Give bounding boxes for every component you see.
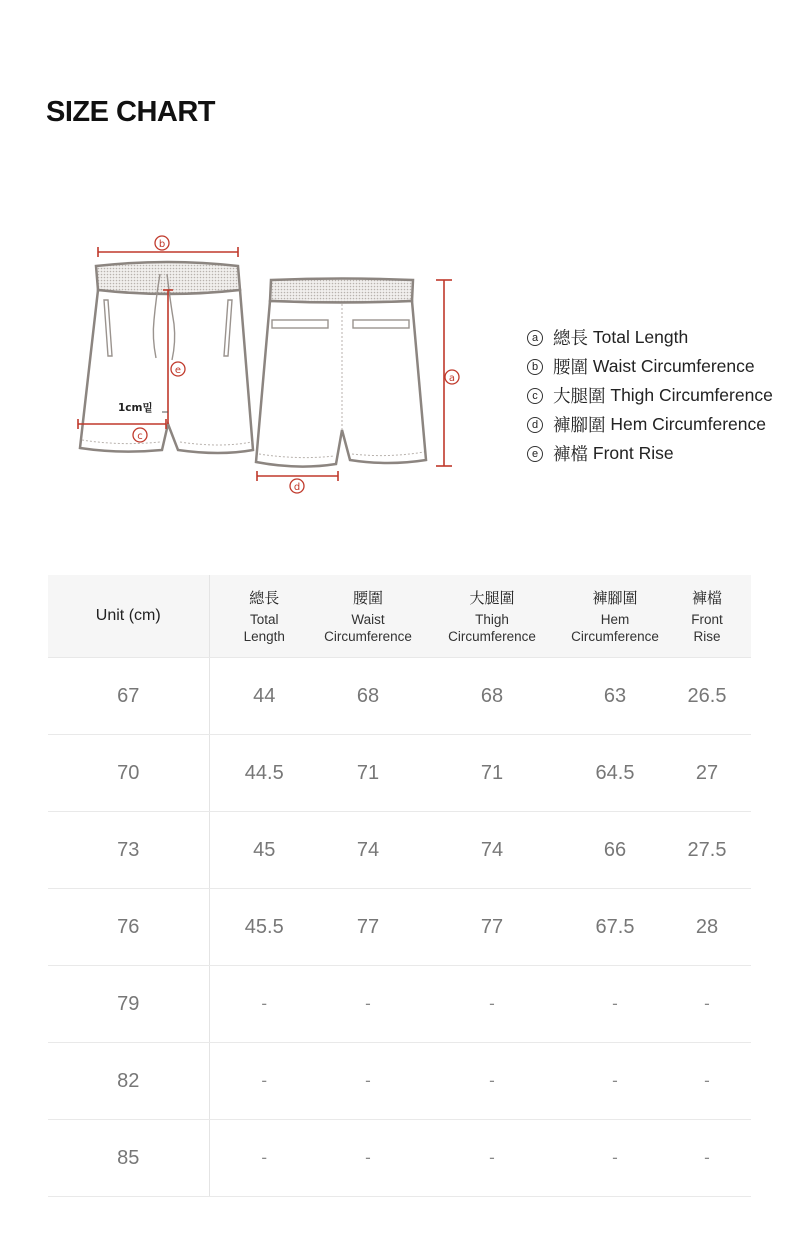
waist-cell: 71 (319, 735, 417, 812)
thigh-cell: 71 (417, 735, 567, 812)
hem-cell: - (567, 1043, 663, 1120)
total-length-cell: - (209, 966, 319, 1043)
marker-c-icon: c (527, 388, 543, 404)
col-header-total-length (209, 575, 319, 658)
front-rise-cell: - (663, 1043, 751, 1120)
front-view (78, 236, 253, 453)
legend-cjk: 總長 (553, 328, 588, 348)
col-header-en: Circumference (448, 629, 536, 644)
marker-b: b (158, 239, 166, 250)
table-row (48, 812, 751, 889)
front-rise-cell: - (663, 966, 751, 1043)
shorts-diagram (70, 228, 470, 500)
total-length-cell: 44 (209, 658, 319, 735)
marker-a-icon: a (527, 330, 543, 346)
col-header-en: Total (249, 612, 279, 627)
table-row (48, 1043, 751, 1120)
waist-cell: - (319, 966, 417, 1043)
thigh-cell: 77 (417, 889, 567, 966)
table-header-row (48, 575, 751, 658)
thigh-cell: - (417, 1043, 567, 1120)
col-header-en: Thigh (475, 612, 509, 627)
front-rise-cell: 28 (663, 889, 751, 966)
total-length-cell: 45 (209, 812, 319, 889)
total-length-cell: 45.5 (209, 889, 319, 966)
legend-en: Waist Circumference (592, 356, 755, 376)
thigh-cell: 74 (417, 812, 567, 889)
legend-en: Total Length (592, 327, 689, 347)
table-row (48, 966, 751, 1043)
legend-cjk: 大腿圍 (553, 386, 606, 406)
size-cell: 85 (48, 1120, 209, 1197)
legend-item-total-length (527, 323, 800, 352)
size-table-container (48, 575, 751, 1197)
table-row (48, 1120, 751, 1197)
col-header-front-rise (663, 575, 751, 658)
crotch-note: 1cm밑 (118, 402, 153, 414)
waist-cell: 74 (319, 812, 417, 889)
hem-cell: 67.5 (567, 889, 663, 966)
hem-cell: - (567, 1120, 663, 1197)
legend-item-hem (527, 410, 800, 439)
col-header-cjk: 大腿圍 (469, 590, 515, 607)
marker-d: d (293, 482, 301, 493)
col-header-en: Front (691, 612, 723, 627)
col-header-cjk: 總長 (249, 590, 280, 607)
col-header-cjk: 褲腳圍 (592, 590, 638, 607)
col-header-thigh (417, 575, 567, 658)
size-cell: 76 (48, 889, 209, 966)
legend-item-front-rise (527, 439, 800, 468)
size-cell: 70 (48, 735, 209, 812)
front-rise-cell: 26.5 (663, 658, 751, 735)
total-length-cell: 44.5 (209, 735, 319, 812)
waist-cell: 77 (319, 889, 417, 966)
size-cell: 79 (48, 966, 209, 1043)
marker-a: a (448, 373, 456, 384)
col-header-en: Circumference (324, 629, 412, 644)
back-view (256, 279, 459, 494)
legend-item-thigh (527, 381, 800, 410)
thigh-cell: - (417, 966, 567, 1043)
thigh-cell: 68 (417, 658, 567, 735)
col-header-en: Rise (693, 629, 721, 644)
col-header-waist (319, 575, 417, 658)
hem-cell: 64.5 (567, 735, 663, 812)
front-rise-cell: 27 (663, 735, 751, 812)
legend-cjk: 褲腳圍 (553, 415, 606, 435)
measurement-legend (527, 323, 800, 468)
table-row (48, 889, 751, 966)
hem-cell: 66 (567, 812, 663, 889)
unit-header: Unit (cm) (48, 575, 209, 658)
waist-cell: - (319, 1120, 417, 1197)
legend-en: Thigh Circumference (610, 385, 773, 405)
table-row (48, 735, 751, 812)
legend-cjk: 褲檔 (553, 444, 588, 464)
hem-cell: 63 (567, 658, 663, 735)
marker-e: e (174, 365, 182, 376)
col-header-cjk: 腰圍 (352, 590, 383, 607)
col-header-en: Waist (351, 612, 385, 627)
col-header-en: Circumference (571, 629, 659, 644)
col-header-hem (567, 575, 663, 658)
total-length-cell: - (209, 1043, 319, 1120)
front-rise-cell: - (663, 1120, 751, 1197)
col-header-cjk: 褲檔 (691, 590, 722, 607)
size-cell: 67 (48, 658, 209, 735)
hem-cell: - (567, 966, 663, 1043)
legend-item-waist (527, 352, 800, 381)
waist-cell: 68 (319, 658, 417, 735)
front-rise-cell: 27.5 (663, 812, 751, 889)
legend-cjk: 腰圍 (553, 357, 588, 377)
size-cell: 73 (48, 812, 209, 889)
table-row (48, 658, 751, 735)
col-header-en: Length (243, 629, 285, 644)
size-cell: 82 (48, 1043, 209, 1120)
marker-d-icon: d (527, 417, 543, 433)
marker-c: c (137, 431, 143, 442)
legend-en: Hem Circumference (610, 414, 766, 434)
page-title: SIZE CHART (46, 96, 215, 128)
marker-b-icon: b (527, 359, 543, 375)
size-table (48, 575, 751, 1197)
waist-cell: - (319, 1043, 417, 1120)
marker-e-icon: e (527, 446, 543, 462)
col-header-en: Hem (600, 612, 630, 627)
legend-en: Front Rise (592, 443, 674, 463)
total-length-cell: - (209, 1120, 319, 1197)
thigh-cell: - (417, 1120, 567, 1197)
